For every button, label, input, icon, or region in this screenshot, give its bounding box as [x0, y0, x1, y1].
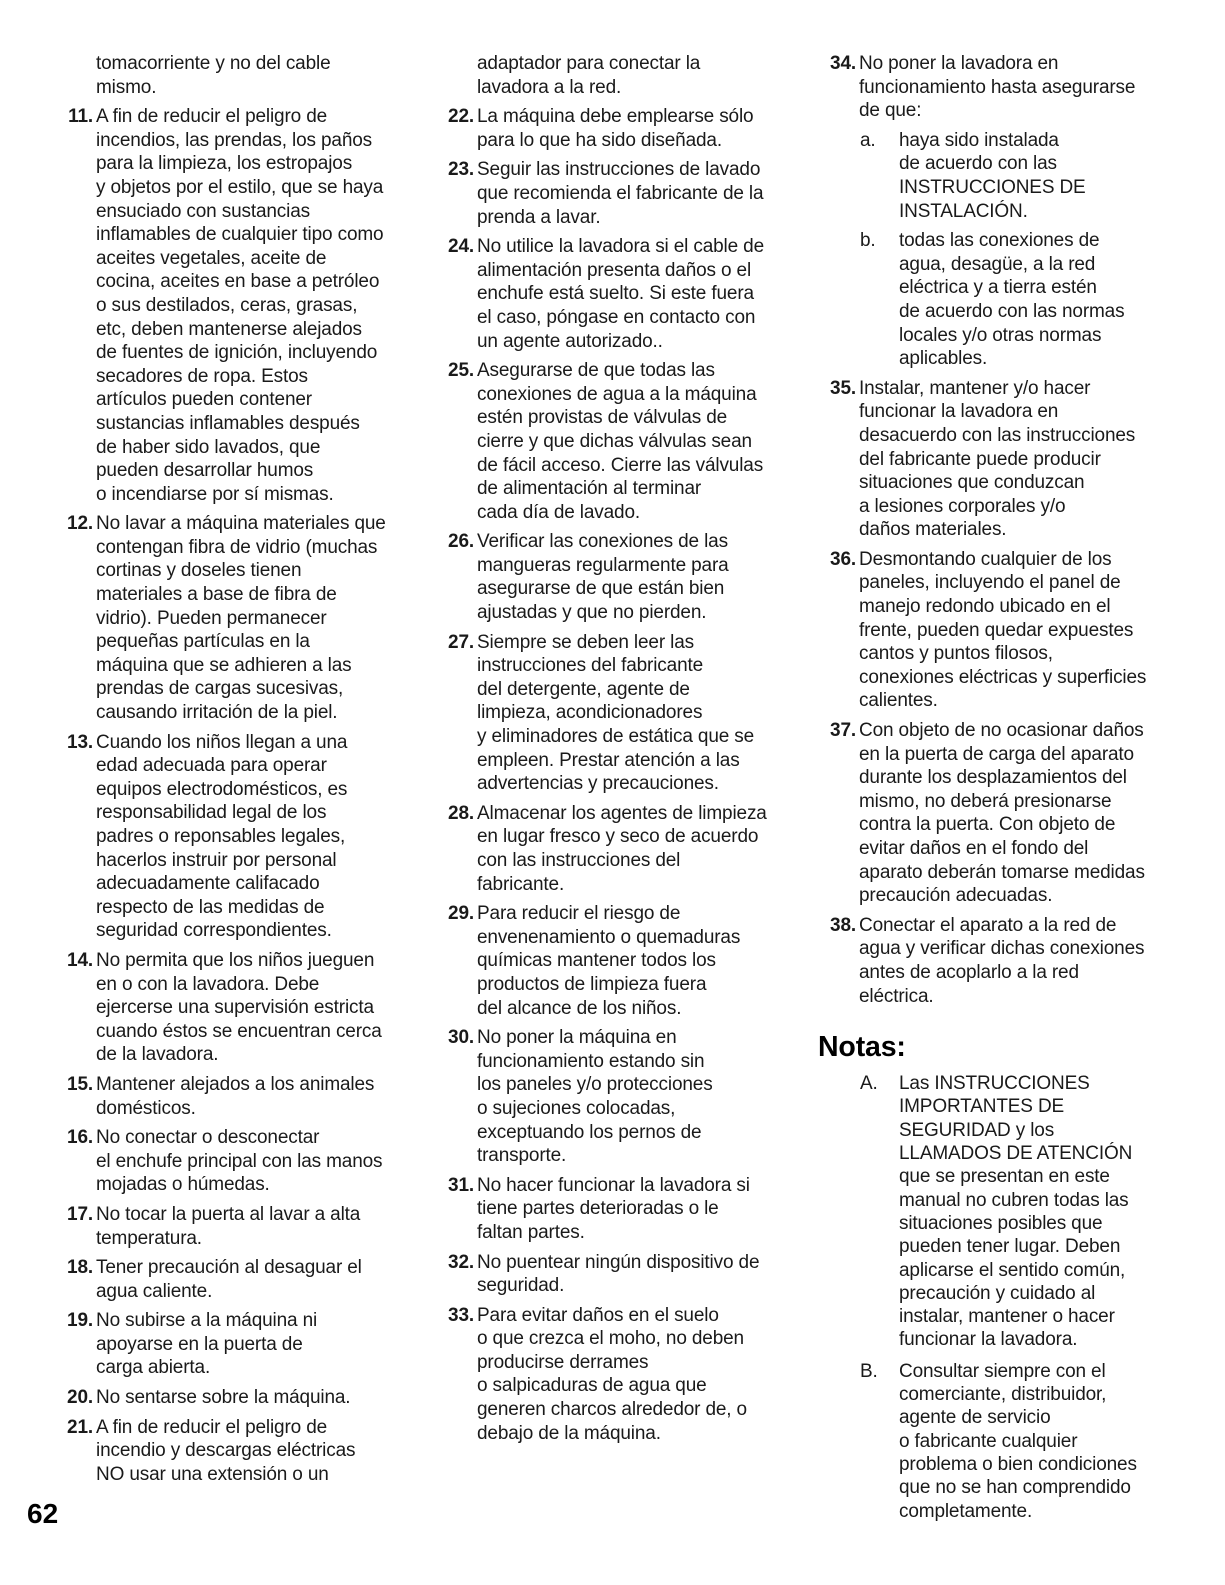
- list-item: [57, 949, 402, 1067]
- note-letter: A.: [860, 1073, 878, 1095]
- item-number: 35.: [830, 377, 856, 399]
- note-text: Las INSTRUCCIONES IMPORTANTES DE SEGURIDAD y los LLAMADOS DE ATENCIÓN que se presentan en este manual no cubren todas las situaciones posibles que pueden tener lugar. Deben aplicarse el sentido común, precaución y cuidado al instalar, mantener o hacer funcionar la lavadora.: [899, 1073, 1133, 1351]
- item-text: Almacenar los agentes de limpieza en lugar fresco y seco de acuerdo con las instrucciones del fabricante.: [477, 802, 767, 895]
- item-text: A fin de reducir el peligro de incendio y descargas eléctricas NO usar una extensión o un: [96, 1416, 356, 1485]
- sub-item-text: haya sido instalada de acuerdo con las INSTRUCCIONES DE INSTALACIÓN.: [899, 129, 1086, 222]
- item-text: No conectar o desconectar el enchufe principal con las manos mojadas o húmedas.: [96, 1127, 383, 1196]
- item-number: 33.: [448, 1304, 474, 1326]
- item-text: No tocar la puerta al lavar a alta temperatura.: [96, 1203, 361, 1249]
- item-text: No sentarse sobre la máquina.: [96, 1387, 351, 1409]
- column-2: [438, 52, 783, 1445]
- item-number: 23.: [448, 159, 474, 181]
- item-number: 14.: [67, 949, 93, 971]
- item-text: No poner la lavadora en funcionamiento hasta asegurarse de que:: [859, 53, 1136, 122]
- item-number: 15.: [67, 1073, 93, 1095]
- sub-item: [859, 129, 1165, 223]
- sub-item: [859, 229, 1165, 371]
- item-number: 17.: [67, 1203, 93, 1225]
- item-number: 25.: [448, 360, 474, 382]
- item-number: 26.: [448, 531, 474, 553]
- item-text: No utilice la lavadora si el cable de alimentación presenta daños o el enchufe está suelto. Si este fuera el caso, póngase en contacto con un agente autorizado..: [477, 236, 765, 352]
- list-item: [820, 52, 1165, 123]
- list-item: [438, 1026, 783, 1168]
- list-item: [820, 548, 1165, 713]
- list-item: [820, 719, 1165, 908]
- item-text: No poner la máquina en funcionamiento estando sin los paneles y/o protecciones o sujeciones colocadas, exceptuando los pernos de transporte.: [477, 1027, 713, 1167]
- list-item: [57, 1416, 402, 1487]
- list-item: [438, 235, 783, 353]
- list-item: [57, 105, 402, 506]
- note-item: [820, 1360, 1165, 1523]
- item-text: Desmontando cualquier de los paneles, incluyendo el panel de manejo redondo ubicado en el frente, pueden quedar expuestes cantos y puntos filosos, conexiones eléctricas y superficies calientes.: [859, 548, 1147, 712]
- list-item: [57, 1203, 402, 1250]
- item-text: La máquina debe emplearse sólo para lo que ha sido diseñada.: [477, 106, 754, 151]
- continuation-text: adaptador para conectar la lavadora a la red.: [477, 53, 701, 98]
- item-number: 37.: [830, 720, 856, 742]
- item-text: Tener precaución al desaguar el agua caliente.: [96, 1257, 362, 1302]
- item-number: 18.: [67, 1257, 93, 1279]
- item-number: 22.: [448, 106, 474, 128]
- sub-item-letter: b.: [860, 230, 876, 252]
- list-item: [438, 902, 783, 1020]
- item-number: 11.: [68, 106, 93, 128]
- item-number: 12.: [67, 513, 93, 535]
- list-item: [438, 359, 783, 524]
- page-number: 62: [27, 1498, 59, 1529]
- item-text: Seguir las instrucciones de lavado que recomienda el fabricante de la prenda a lavar.: [477, 159, 764, 228]
- item-number: 16.: [67, 1127, 93, 1149]
- item-number: 13.: [67, 731, 93, 753]
- note-item: [820, 1072, 1165, 1352]
- list-item: [57, 1126, 402, 1197]
- item-number: 29.: [448, 903, 474, 925]
- item-number: 21.: [67, 1416, 93, 1438]
- continuation-text: tomacorriente y no del cable mismo.: [96, 53, 331, 98]
- item-number: 38.: [830, 914, 856, 936]
- list-item: [438, 1174, 783, 1245]
- item-text: No permita que los niños jueguen en o con la lavadora. Debe ejercerse una supervisión estricta cuando éstos se encuentran cerca de la lavadora.: [96, 949, 382, 1066]
- item-text: No lavar a máquina materiales que contengan fibra de vidrio (muchas cortinas y doseles tienen materiales a base de fibra de vidrio). Pueden permanecer pequeñas partículas en la máquina que se adhieren a las prendas de cargas sucesivas, causando irritación de la piel.: [96, 513, 386, 724]
- list-item: [820, 377, 1165, 542]
- item-text: No hacer funcionar la lavadora si tiene partes deterioradas o le faltan partes.: [477, 1174, 750, 1243]
- item-text: Verificar las conexiones de las mangueras regularmente para asegurarse de que están bien ajustadas y que no pierden.: [477, 531, 729, 624]
- list-item: [57, 1073, 402, 1120]
- item-text: Conectar el aparato a la red de agua y verificar dichas conexiones antes de acoplarlo a la red eléctrica.: [859, 914, 1145, 1007]
- item-text: Instalar, mantener y/o hacer funcionar la lavadora en desacuerdo con las instrucciones del fabricante puede producir situaciones que conduzcan a lesiones corporales y/o daños materiales.: [859, 377, 1136, 541]
- item-number: 27.: [448, 631, 474, 653]
- item-text: Asegurarse de que todas las conexiones de agua a la máquina estén provistas de válvulas de cierre y que dichas válvulas sean de fácil acceso. Cierre las válvulas de alimentación al terminar cada día de lavado.: [477, 360, 764, 523]
- list-item: [57, 1309, 402, 1380]
- list-item: [438, 158, 783, 229]
- item-number: 32.: [448, 1251, 474, 1273]
- item-text: Para evitar daños en el suelo o que crezca el moho, no deben producirse derrames o salpicaduras de agua que generen charcos alrededor de, o debajo de la máquina.: [477, 1304, 747, 1444]
- list-item: [438, 802, 783, 896]
- list-item: [438, 1251, 783, 1298]
- item-number: 28.: [448, 802, 474, 824]
- item-text: No subirse a la máquina ni apoyarse en la puerta de carga abierta.: [96, 1310, 318, 1379]
- item-text: A fin de reducir el peligro de incendios, las prendas, los paños para la limpieza, los estropajos y objetos por el estilo, que se haya ensuciado con sustancias inflamables de cualquier tipo como aceites vegetales, aceite de cocina, aceites en base a petróleo o sus destilados, ceras, grasas, etc, deben mantenerse alejados de fuentes de ignición, incluyendo secadores de ropa. Estos artículos pueden contener sustancias inflamables después de haber sido lavados, que pueden desarrollar humos o incendiarse por sí mismas.: [96, 106, 384, 505]
- item-number: 30.: [448, 1027, 474, 1049]
- list-item: [438, 1304, 783, 1446]
- item-number: 31.: [448, 1174, 474, 1196]
- list-item: [57, 512, 402, 724]
- notes-list: [820, 1072, 1165, 1523]
- notes-heading: Notas:: [818, 1031, 906, 1064]
- item-text: Siempre se deben leer las instrucciones del fabricante del detergente, agente de limpieza, acondicionadores y eliminadores de estática que se empleen. Prestar atención a las advertencias y precauciones.: [477, 631, 755, 795]
- sub-list: [859, 129, 1165, 371]
- column-1: [57, 52, 402, 1486]
- column-3: [820, 52, 1165, 1523]
- list-item: [57, 1256, 402, 1303]
- item-number: 36.: [830, 548, 856, 570]
- item-text: Mantener alejados a los animales domésticos.: [96, 1073, 375, 1119]
- item-text: Cuando los niños llegan a una edad adecuada para operar equipos electrodomésticos, es responsabilidad legal de los padres o reponsables legales, hacerlos instruir por personal adecuadamente califacado respecto de las medidas de seguridad correspondientes.: [96, 731, 348, 942]
- item-text: Para reducir el riesgo de envenenamiento o quemaduras químicas mantener todos los productos de limpieza fuera del alcance de los niños.: [477, 903, 741, 1019]
- note-letter: B.: [860, 1360, 878, 1382]
- list-item: [57, 1386, 402, 1410]
- item-number: 24.: [448, 236, 474, 258]
- list-item: [820, 914, 1165, 1008]
- list-item: [438, 631, 783, 796]
- sub-item-text: todas las conexiones de agua, desagüe, a la red eléctrica y a tierra estén de acuerdo con las normas locales y/o otras normas aplicables.: [899, 230, 1125, 370]
- item-text: No puentear ningún dispositivo de seguridad.: [477, 1251, 760, 1297]
- item-text: Con objeto de no ocasionar daños en la puerta de carga del aparato durante los desplazamientos del mismo, no deberá presionarse contra la puerta. Con objeto de evitar daños en el fondo del aparato deberán tomarse medidas precaución adecuadas.: [859, 720, 1145, 907]
- sub-item-letter: a.: [860, 129, 876, 151]
- item-number: 19.: [67, 1310, 93, 1332]
- item-number: 34.: [830, 53, 856, 74]
- list-item: [57, 731, 402, 943]
- item-number: 20.: [67, 1387, 93, 1409]
- list-item: [438, 530, 783, 624]
- list-item: [438, 105, 783, 152]
- note-text: Consultar siempre con el comerciante, distribuidor, agente de servicio o fabricante cualquier problema o bien condiciones que no se han comprendido completamente.: [899, 1360, 1137, 1522]
